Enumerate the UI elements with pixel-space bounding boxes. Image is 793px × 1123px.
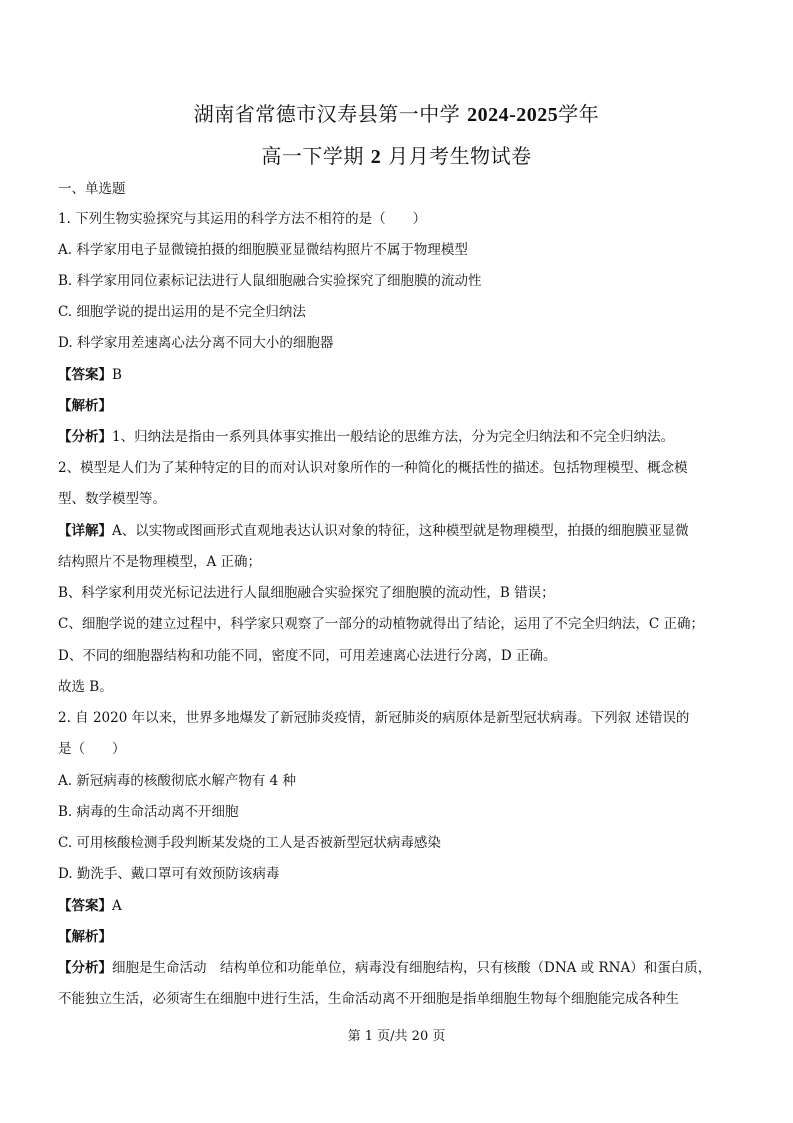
title-exam: 月月考生物试卷 — [388, 144, 532, 168]
q2-answer-value: A — [112, 898, 122, 914]
title-line-1 — [0, 98, 793, 127]
title-year: 2024-2025 — [467, 104, 559, 126]
q1-fenxi-tag: 【分析】 — [58, 429, 112, 445]
q1-fenxi-1 — [58, 428, 738, 446]
q1-option-c: C. 细胞学说的提出运用的是不完全归纳法 — [58, 304, 306, 320]
q1-fenxi-2a: 2、模型是人们为了某种特定的目的而对认识对象所作的一种简化的概括性的描述。包括物理模型、概念模 — [58, 460, 688, 476]
q2-stem-1: 2. 自 2020 年以来，世界多地爆发了新冠肺炎疫情，新冠肺炎的病原体是新型冠状病毒。下列叙 述错误的 — [58, 710, 690, 726]
q2-option-b: B. 病毒的生命活动离不开细胞 — [58, 804, 239, 820]
q1-xiangjie-a2: 结构照片不是物理模型，A 正确； — [58, 554, 262, 570]
q1-fenxi-2b: 型、数学模型等。 — [58, 491, 166, 507]
page-footer: 第 1 页/共 20 页 — [347, 1029, 446, 1044]
q2-option-c: C. 可用核酸检测手段判断某发烧的工人是否被新型冠状病毒感染 — [58, 835, 441, 851]
q1-xiangjie-text-a1: A、以实物或图画形式直观地表达认识对象的特征，这种模型就是物理模型，拍摄的细胞膜亚显微 — [112, 523, 689, 539]
q2-analysis-tag — [58, 928, 738, 946]
q1-analysis-tag — [58, 397, 738, 415]
q2-option-d: D. 勤洗手、戴口罩可有效预防该病毒 — [58, 866, 280, 882]
q2-fenxi-1 — [58, 959, 738, 977]
q1-answer-tag: 【答案】 — [58, 367, 112, 383]
q1-xiangjie-b: B、科学家利用荧光标记法进行人鼠细胞融合实验探究了细胞膜的流动性，B 错误； — [58, 585, 555, 601]
q1-conclusion: 故选 B。 — [58, 679, 113, 695]
title-school: 湖南省常德市汉寿县第一中学 — [193, 102, 461, 126]
q1-xiangjie-tag: 【详解】 — [58, 523, 112, 539]
title-month: 2 — [370, 146, 382, 168]
q2-answer — [58, 897, 738, 915]
title-term: 高一下学期 — [261, 144, 364, 168]
q1-xiangjie-a1 — [58, 522, 738, 540]
q1-xiangjie-d: D、不同的细胞器结构和功能不同，密度不同，可用差速离心法进行分离，D 正确。 — [58, 648, 557, 664]
q1-analysis-label: 【解析】 — [58, 398, 112, 414]
q2-option-a: A. 新冠病毒的核酸彻底水解产物有 4 种 — [58, 773, 297, 789]
q1-option-d: D. 科学家用差速离心法分离不同大小的细胞器 — [58, 335, 334, 351]
q1-option-a: A. 科学家用电子显微镜拍摄的细胞膜亚显微结构照片不属于物理模型 — [58, 242, 468, 258]
q2-fenxi-2: 不能独立生活，必须寄生在细胞中进行生活，生命活动离不开细胞是指单细胞生物每个细胞能完成各种生 — [58, 991, 679, 1007]
q1-answer — [58, 366, 738, 384]
q1-stem: 1. 下列生物实验探究与其运用的科学方法不相符的是（ ） — [58, 211, 427, 227]
q2-analysis-label: 【解析】 — [58, 929, 112, 945]
q1-option-b: B. 科学家用同位素标记法进行人鼠细胞融合实验探究了细胞膜的流动性 — [58, 273, 482, 289]
q1-xiangjie-c: C、细胞学说的建立过程中，科学家只观察了一部分的动植物就得出了结论，运用了不完全归纳法，C 正确； — [58, 616, 704, 632]
q1-fenxi-text-1: 1、归纳法是指由一系列具体事实推出一般结论的思维方法，分为完全归纳法和不完全归纳法。 — [112, 429, 675, 445]
q2-stem-2: 是（ ） — [58, 741, 126, 757]
q2-fenxi-tag: 【分析】 — [58, 960, 112, 976]
section-heading: 一、单选题 — [58, 181, 126, 197]
title-line-2 — [0, 140, 793, 169]
title-year-suffix: 学年 — [558, 102, 600, 126]
q1-answer-value: B — [112, 367, 122, 383]
q2-answer-tag: 【答案】 — [58, 898, 112, 914]
q2-fenxi-text-1: 细胞是生命活动 结构单位和功能单位，病毒没有细胞结构，只有核酸（DNA 或 RNA）和蛋白质， — [112, 960, 712, 976]
